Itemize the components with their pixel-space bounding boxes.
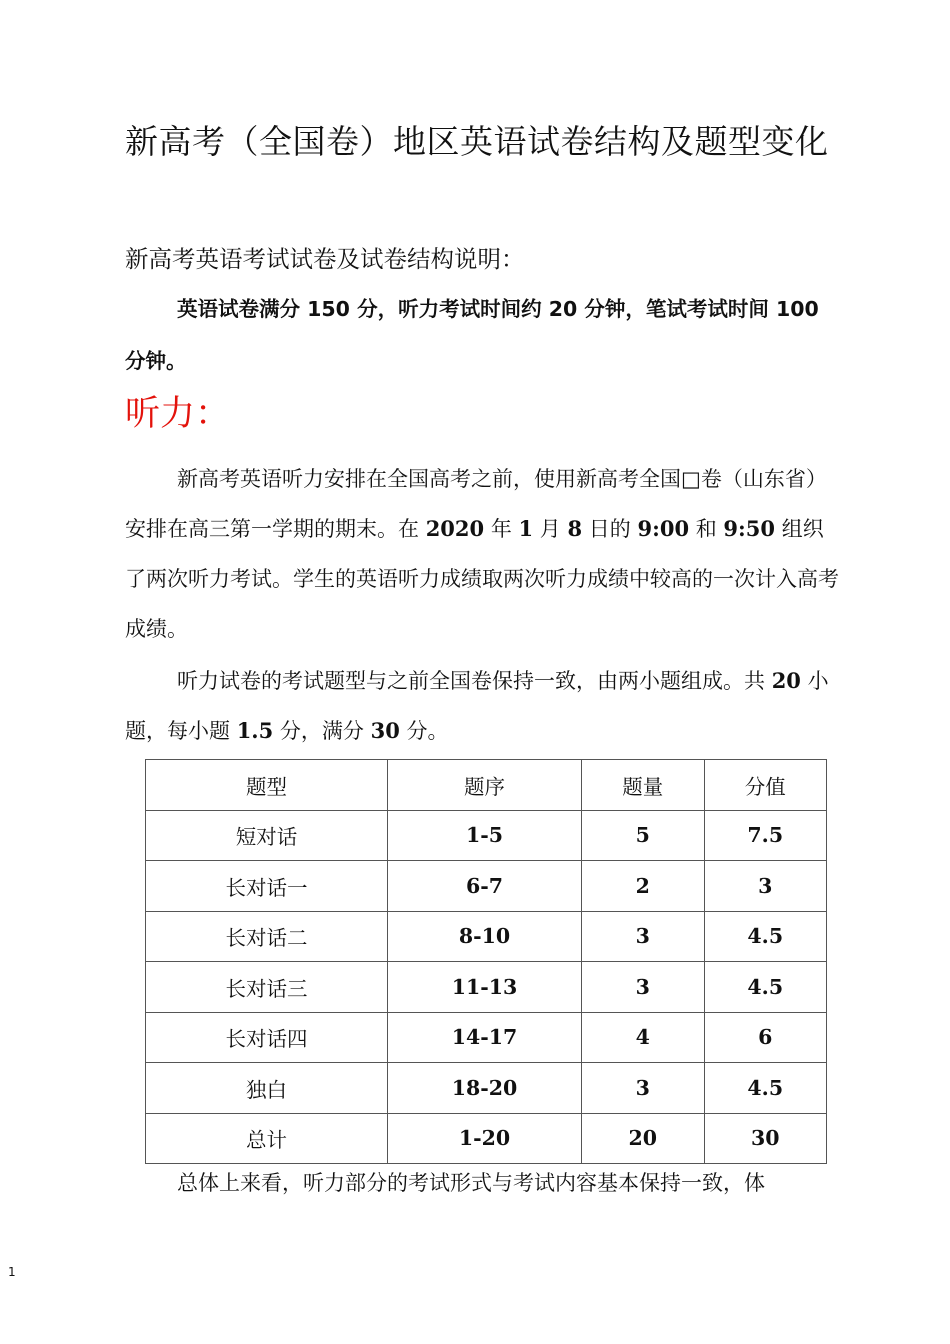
table-cell: 11-13 [387,962,581,1013]
exam-summary [125,283,845,387]
table-cell: 1-20 [387,1113,581,1164]
table-cell: 长对话四 [146,1012,388,1063]
table-cell: 7.5 [704,810,826,861]
page-number: 1 [8,1265,16,1279]
table-header-cell: 题序 [387,760,581,811]
table-row [146,810,827,861]
table-cell: 6-7 [387,861,581,912]
table-cell: 14-17 [387,1012,581,1063]
table-cell: 长对话一 [146,861,388,912]
document-title: 新高考（全国卷）地区英语试卷结构及题型变化 [125,122,829,161]
exam-summary-line1: 英语试卷满分 150 分，听力考试时间约 20 分钟，笔试考试时间 100 [177,297,819,321]
table-header-cell: 分值 [704,760,826,811]
table-cell: 3 [704,861,826,912]
table-cell: 2 [582,861,704,912]
table-cell: 30 [704,1113,826,1164]
table-row [146,1113,827,1164]
table-cell: 20 [582,1113,704,1164]
table-cell: 8-10 [387,911,581,962]
table-cell: 独白 [146,1063,388,1114]
table-cell: 3 [582,911,704,962]
table-cell: 4 [582,1012,704,1063]
table-row [146,861,827,912]
listening-paragraph-2: 听力试卷的考试题型与之前全国卷保持一致，由两小题组成。共 20 小题，每小题 1.5 分，满分 30 分。 [125,668,829,743]
listening-paragraph-1: 新高考英语听力安排在全国高考之前，使用新高考全国□卷（山东省）安排在高三第一学期的期末。在 2020 年 1 月 8 日的 9:00 和 9:50 组织了两次听力考试。学生的英语听力成绩取两次听力成绩中较高的一次计入高考成绩。 [125,467,839,641]
table-row [146,1063,827,1114]
table-cell: 3 [582,962,704,1013]
table-cell: 6 [704,1012,826,1063]
table-cell: 短对话 [146,810,388,861]
table-cell: 4.5 [704,911,826,962]
table-header-cell: 题量 [582,760,704,811]
table-cell: 长对话三 [146,962,388,1013]
listening-structure-table [145,759,827,1164]
table-header-cell: 题型 [146,760,388,811]
table-cell: 总计 [146,1113,388,1164]
table-cell: 5 [582,810,704,861]
listening-paragraph-3: 总体上来看，听力部分的考试形式与考试内容基本保持一致，体 [177,1171,765,1195]
table-cell: 3 [582,1063,704,1114]
table-header-row [146,760,827,811]
listening-heading: 听力： [125,394,231,434]
section-subtitle: 新高考英语考试试卷及试卷结构说明： [125,245,525,273]
table-row [146,962,827,1013]
table-cell: 1-5 [387,810,581,861]
table-row [146,911,827,962]
table-cell: 18-20 [387,1063,581,1114]
exam-summary-line2: 分钟。 [125,349,187,373]
table-cell: 长对话二 [146,911,388,962]
table-cell: 4.5 [704,1063,826,1114]
table-cell: 4.5 [704,962,826,1013]
table-row [146,1012,827,1063]
